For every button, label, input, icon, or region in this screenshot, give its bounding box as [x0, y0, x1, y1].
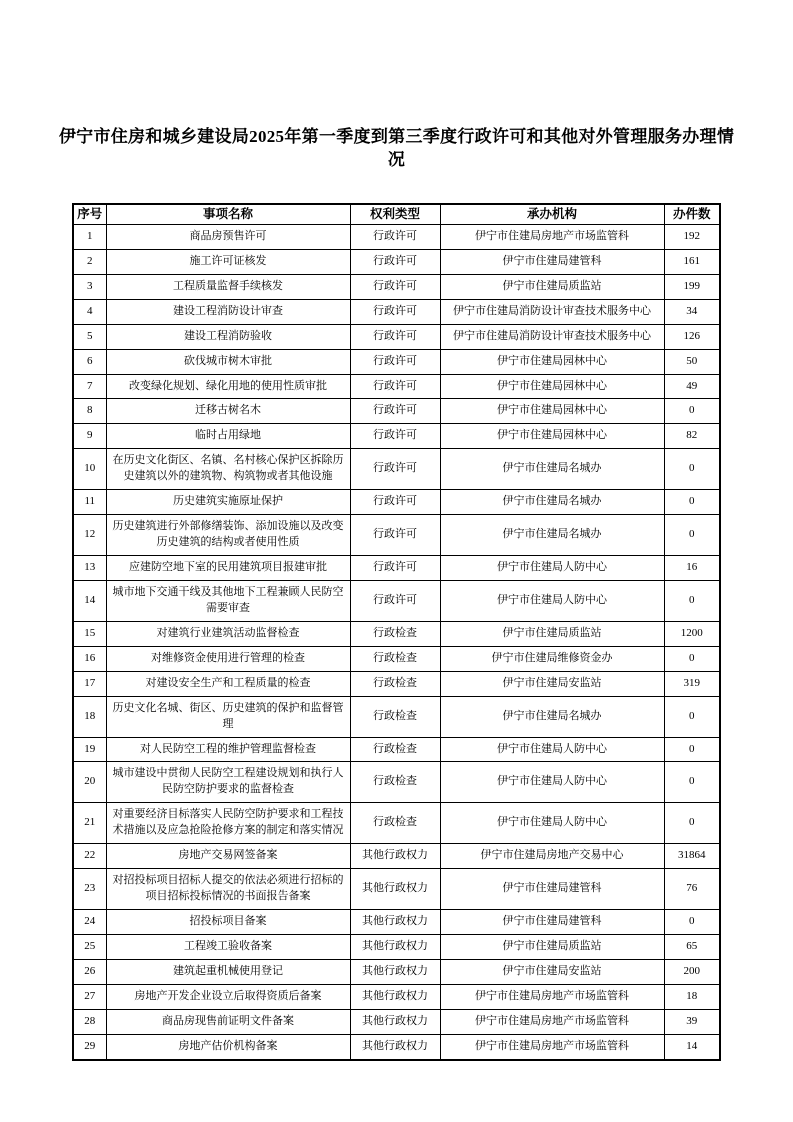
cell-count: 0: [664, 696, 720, 737]
cell-type: 行政检查: [350, 803, 440, 844]
cell-org: 伊宁市住建局建管科: [440, 249, 664, 274]
cell-type: 行政检查: [350, 762, 440, 803]
cell-seq: 12: [73, 515, 106, 556]
table-row: [73, 556, 720, 581]
cell-name: 砍伐城市树木审批: [106, 349, 350, 374]
cell-seq: 25: [73, 934, 106, 959]
cell-name: 房地产估价机构备案: [106, 1034, 350, 1059]
cell-type: 行政检查: [350, 646, 440, 671]
cell-type: 行政许可: [350, 490, 440, 515]
table-row: [73, 844, 720, 869]
table-row: [73, 1034, 720, 1059]
cell-name: 商品房预售许可: [106, 224, 350, 249]
cell-type: 行政许可: [350, 324, 440, 349]
cell-count: 34: [664, 299, 720, 324]
table-row: [73, 671, 720, 696]
table-row: [73, 274, 720, 299]
cell-type: 行政许可: [350, 580, 440, 621]
header-type: 权利类型: [350, 204, 440, 225]
cell-seq: 15: [73, 621, 106, 646]
cell-org: 伊宁市住建局消防设计审查技术服务中心: [440, 299, 664, 324]
cell-count: 49: [664, 374, 720, 399]
cell-type: 其他行政权力: [350, 1034, 440, 1059]
cell-name: 对重要经济目标落实人民防空防护要求和工程技术措施以及应急抢险抢修方案的制定和落实情况: [106, 803, 350, 844]
services-table: [72, 203, 721, 1061]
cell-type: 行政许可: [350, 224, 440, 249]
header-name: 事项名称: [106, 204, 350, 225]
cell-name: 房地产开发企业设立后取得资质后备案: [106, 984, 350, 1009]
cell-type: 其他行政权力: [350, 959, 440, 984]
cell-type: 其他行政权力: [350, 844, 440, 869]
table-row: [73, 984, 720, 1009]
cell-count: 18: [664, 984, 720, 1009]
table-row: [73, 324, 720, 349]
cell-type: 行政许可: [350, 349, 440, 374]
cell-count: 0: [664, 580, 720, 621]
cell-name: 应建防空地下室的民用建筑项目报建审批: [106, 556, 350, 581]
cell-name: 在历史文化街区、名镇、名村核心保护区拆除历史建筑以外的建筑物、构筑物或者其他设施: [106, 449, 350, 490]
table-row: [73, 621, 720, 646]
cell-type: 行政许可: [350, 449, 440, 490]
cell-seq: 4: [73, 299, 106, 324]
cell-seq: 9: [73, 424, 106, 449]
cell-type: 行政许可: [350, 515, 440, 556]
cell-org: 伊宁市住建局人防中心: [440, 580, 664, 621]
cell-org: 伊宁市住建局名城办: [440, 449, 664, 490]
cell-count: 65: [664, 934, 720, 959]
cell-org: 伊宁市住建局园林中心: [440, 424, 664, 449]
cell-seq: 11: [73, 490, 106, 515]
cell-org: 伊宁市住建局安监站: [440, 671, 664, 696]
cell-name: 建设工程消防验收: [106, 324, 350, 349]
cell-count: 0: [664, 490, 720, 515]
cell-type: 行政许可: [350, 556, 440, 581]
cell-seq: 24: [73, 910, 106, 935]
table-row: [73, 696, 720, 737]
table-row: [73, 934, 720, 959]
cell-type: 行政许可: [350, 299, 440, 324]
cell-name: 对招投标项目招标人提交的依法必须进行招标的项目招标投标情况的书面报告备案: [106, 869, 350, 910]
table-row: [73, 249, 720, 274]
cell-name: 临时占用绿地: [106, 424, 350, 449]
table-row: [73, 1009, 720, 1034]
cell-name: 工程质量监督手续核发: [106, 274, 350, 299]
cell-count: 126: [664, 324, 720, 349]
cell-seq: 8: [73, 399, 106, 424]
cell-count: 0: [664, 399, 720, 424]
cell-type: 行政检查: [350, 621, 440, 646]
cell-seq: 5: [73, 324, 106, 349]
cell-org: 伊宁市住建局房地产市场监管科: [440, 984, 664, 1009]
cell-org: 伊宁市住建局维修资金办: [440, 646, 664, 671]
page-title: 伊宁市住房和城乡建设局2025年第一季度到第三季度行政许可和其他对外管理服务办理情况: [58, 127, 735, 169]
cell-org: 伊宁市住建局质监站: [440, 934, 664, 959]
cell-seq: 27: [73, 984, 106, 1009]
table-row: [73, 424, 720, 449]
cell-seq: 23: [73, 869, 106, 910]
cell-name: 施工许可证核发: [106, 249, 350, 274]
cell-seq: 1: [73, 224, 106, 249]
cell-type: 其他行政权力: [350, 910, 440, 935]
cell-org: 伊宁市住建局质监站: [440, 274, 664, 299]
cell-seq: 17: [73, 671, 106, 696]
cell-seq: 26: [73, 959, 106, 984]
cell-org: 伊宁市住建局人防中心: [440, 737, 664, 762]
cell-count: 82: [664, 424, 720, 449]
cell-org: 伊宁市住建局房地产市场监管科: [440, 224, 664, 249]
cell-type: 其他行政权力: [350, 1009, 440, 1034]
cell-org: 伊宁市住建局名城办: [440, 490, 664, 515]
cell-org: 伊宁市住建局建管科: [440, 910, 664, 935]
cell-name: 对建设安全生产和工程质量的检查: [106, 671, 350, 696]
cell-name: 商品房现售前证明文件备案: [106, 1009, 350, 1034]
table-row: [73, 580, 720, 621]
table-header: [73, 204, 720, 225]
cell-count: 0: [664, 449, 720, 490]
table-row: [73, 374, 720, 399]
cell-type: 行政检查: [350, 671, 440, 696]
cell-org: 伊宁市住建局房地产市场监管科: [440, 1009, 664, 1034]
table-row: [73, 869, 720, 910]
cell-seq: 18: [73, 696, 106, 737]
cell-name: 对建筑行业建筑活动监督检查: [106, 621, 350, 646]
cell-name: 历史文化名城、街区、历史建筑的保护和监督管理: [106, 696, 350, 737]
table-row: [73, 224, 720, 249]
cell-org: 伊宁市住建局质监站: [440, 621, 664, 646]
cell-name: 对维修资金使用进行管理的检查: [106, 646, 350, 671]
cell-seq: 6: [73, 349, 106, 374]
cell-type: 行政许可: [350, 424, 440, 449]
cell-seq: 29: [73, 1034, 106, 1059]
cell-seq: 2: [73, 249, 106, 274]
cell-org: 伊宁市住建局名城办: [440, 515, 664, 556]
cell-count: 0: [664, 515, 720, 556]
header-seq: 序号: [73, 204, 106, 225]
cell-seq: 16: [73, 646, 106, 671]
cell-seq: 13: [73, 556, 106, 581]
cell-count: 31864: [664, 844, 720, 869]
cell-type: 行政许可: [350, 399, 440, 424]
cell-seq: 22: [73, 844, 106, 869]
cell-name: 城市建设中贯彻人民防空工程建设规划和执行人民防空防护要求的监督检查: [106, 762, 350, 803]
table-header-row: [73, 204, 720, 225]
cell-org: 伊宁市住建局园林中心: [440, 349, 664, 374]
cell-count: 14: [664, 1034, 720, 1059]
cell-seq: 3: [73, 274, 106, 299]
cell-count: 39: [664, 1009, 720, 1034]
cell-count: 192: [664, 224, 720, 249]
cell-org: 伊宁市住建局名城办: [440, 696, 664, 737]
cell-count: 0: [664, 910, 720, 935]
cell-name: 招投标项目备案: [106, 910, 350, 935]
cell-name: 历史建筑实施原址保护: [106, 490, 350, 515]
cell-type: 其他行政权力: [350, 984, 440, 1009]
table-body: [73, 224, 720, 1059]
cell-name: 建设工程消防设计审查: [106, 299, 350, 324]
cell-count: 16: [664, 556, 720, 581]
header-org: 承办机构: [440, 204, 664, 225]
cell-name: 历史建筑进行外部修缮装饰、添加设施以及改变历史建筑的结构或者使用性质: [106, 515, 350, 556]
cell-name: 建筑起重机械使用登记: [106, 959, 350, 984]
cell-seq: 7: [73, 374, 106, 399]
cell-count: 50: [664, 349, 720, 374]
cell-org: 伊宁市住建局房地产市场监管科: [440, 1034, 664, 1059]
cell-seq: 19: [73, 737, 106, 762]
table-row: [73, 646, 720, 671]
cell-seq: 28: [73, 1009, 106, 1034]
cell-type: 行政检查: [350, 737, 440, 762]
cell-name: 城市地下交通干线及其他地下工程兼顾人民防空需要审查: [106, 580, 350, 621]
cell-count: 161: [664, 249, 720, 274]
cell-type: 其他行政权力: [350, 934, 440, 959]
cell-org: 伊宁市住建局建管科: [440, 869, 664, 910]
cell-org: 伊宁市住建局人防中心: [440, 556, 664, 581]
table-row: [73, 449, 720, 490]
cell-count: 1200: [664, 621, 720, 646]
cell-type: 行政许可: [350, 274, 440, 299]
cell-name: 改变绿化规划、绿化用地的使用性质审批: [106, 374, 350, 399]
cell-count: 200: [664, 959, 720, 984]
table-row: [73, 490, 720, 515]
cell-org: 伊宁市住建局园林中心: [440, 399, 664, 424]
table-row: [73, 959, 720, 984]
table-row: [73, 762, 720, 803]
cell-type: 其他行政权力: [350, 869, 440, 910]
table-row: [73, 515, 720, 556]
cell-count: 199: [664, 274, 720, 299]
cell-seq: 21: [73, 803, 106, 844]
table-row: [73, 910, 720, 935]
cell-count: 76: [664, 869, 720, 910]
cell-org: 伊宁市住建局人防中心: [440, 803, 664, 844]
cell-type: 行政许可: [350, 374, 440, 399]
cell-count: 0: [664, 803, 720, 844]
table-row: [73, 299, 720, 324]
table-row: [73, 349, 720, 374]
cell-name: 迁移古树名木: [106, 399, 350, 424]
cell-count: 319: [664, 671, 720, 696]
cell-org: 伊宁市住建局消防设计审查技术服务中心: [440, 324, 664, 349]
table-row: [73, 399, 720, 424]
cell-seq: 10: [73, 449, 106, 490]
cell-org: 伊宁市住建局园林中心: [440, 374, 664, 399]
cell-name: 房地产交易网签备案: [106, 844, 350, 869]
cell-seq: 14: [73, 580, 106, 621]
cell-name: 对人民防空工程的维护管理监督检查: [106, 737, 350, 762]
cell-type: 行政许可: [350, 249, 440, 274]
cell-name: 工程竣工验收备案: [106, 934, 350, 959]
cell-type: 行政检查: [350, 696, 440, 737]
cell-org: 伊宁市住建局房地产交易中心: [440, 844, 664, 869]
cell-count: 0: [664, 762, 720, 803]
cell-count: 0: [664, 646, 720, 671]
cell-org: 伊宁市住建局安监站: [440, 959, 664, 984]
table-row: [73, 737, 720, 762]
cell-seq: 20: [73, 762, 106, 803]
table-row: [73, 803, 720, 844]
cell-count: 0: [664, 737, 720, 762]
cell-org: 伊宁市住建局人防中心: [440, 762, 664, 803]
header-count: 办件数: [664, 204, 720, 225]
